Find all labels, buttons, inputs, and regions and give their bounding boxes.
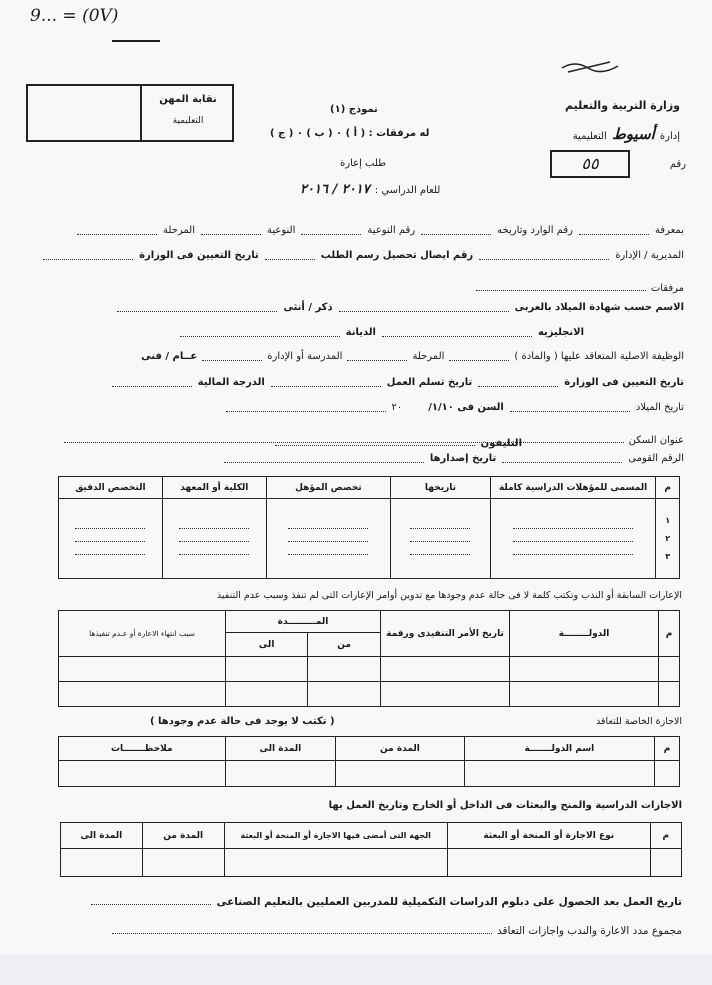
section-private-leave-note: ( تكتب لا يوجد فى حالة عدم وجودها ) — [150, 716, 335, 727]
t1-h3: تخصص المؤهل — [266, 477, 390, 499]
t2-h-order: تاريخ الأمر التنفيذى ورقمة — [381, 611, 510, 657]
private-leave-table — [58, 736, 680, 787]
t3-h3: المدة الى — [225, 737, 336, 761]
t1-cell — [59, 499, 163, 579]
directorate: إدارة أسيوط التعليمية — [572, 125, 680, 143]
t4-h2: الجهة التى أمضى فيها الاجازة أو المنحة أو البعثة — [224, 823, 447, 849]
t2-h-from: من — [308, 633, 381, 657]
school-year: للعام الدراسي : ٢٠١٧ / ٢٠١٦ — [300, 182, 441, 197]
t3-h1: اسم الدولـــــــة — [464, 737, 654, 761]
row-attachments: مرفقات — [476, 276, 684, 295]
t1-h4: الكلية أو المعهد — [162, 477, 266, 499]
t1-h5: التخصص الدقيق — [59, 477, 163, 499]
t2-h-reason: سبب انتهاء الاعارة أو عـدم تنفيذها — [59, 611, 226, 657]
t3-h4: ملاحظـــــــات — [59, 737, 226, 761]
t1-h0: م — [656, 477, 680, 499]
attachments: له مرفقات : ( أ ) ٠ ( ب ) ٠ ( ج ) — [270, 128, 430, 139]
t3-h2: المدة من — [336, 737, 465, 761]
row-address: عنوان السكن — [64, 428, 684, 447]
t1-h2: تاريخها — [391, 477, 491, 499]
section-private-leave: الاجازة الخاصة للتعاقد — [595, 716, 682, 727]
row-national-id: الرقم القومى تاريخ إصدارها — [44, 453, 684, 464]
t4-h1: نوع الاجازة أو المنحة أو البعثة — [447, 823, 650, 849]
ministry-name: وزارة التربية والتعليم — [565, 99, 680, 112]
t1-cell — [391, 499, 491, 579]
row-name-en: الانجليزيه الديانة — [44, 327, 684, 338]
t1-cell — [162, 499, 266, 579]
number-label: رقم — [669, 159, 686, 170]
handwritten-stroke — [112, 40, 160, 42]
row-appointment: تاريخ التعيين فى الوزارة تاريخ تسلم العمل الدرجة المالية — [24, 377, 684, 388]
t2-h-num: م — [659, 611, 680, 657]
t4-h0: م — [650, 823, 681, 849]
footer-line-1: تاريخ العمل بعد الحصول على دبلوم الدراسات التكميلية للمدربين العمليين بالتعليم الصناعى — [91, 890, 682, 909]
row-birth: تاريخ الميلاد السن فى ١/١٠/ ٢٠ — [24, 402, 684, 413]
section-previous-secondments: الإعارات السابقة أو الندب وتكتب كلمة لا فى حالة عدم وجودها مع تدوين أوامر الإعارات التى لم تنفذ وسبب عدم التنفيذ — [216, 590, 682, 601]
t1-cell — [490, 499, 656, 579]
row-receipt: بمعرفة رقم الوارد وتاريخه رقم النوعية النوعية المرحلة — [24, 225, 684, 236]
t2-h-to: الى — [226, 633, 308, 657]
row-phone: التليفون — [275, 431, 522, 450]
t1-h1: المسمى للمؤهلات الدراسية كاملة — [490, 477, 656, 499]
t1-row-numbers: ١ ٢ ٣ — [656, 499, 680, 579]
t2-h-country: الدولــــــــة — [510, 611, 659, 657]
footer-line-2: مجموع مدد الاعارة والندب واجازات التعاقد — [112, 919, 682, 938]
qualifications-table — [58, 476, 680, 579]
study-leaves-table — [60, 822, 682, 877]
request-title: طلب إعارة — [340, 158, 387, 169]
t2-h-duration: المـــــــــدة — [226, 611, 381, 633]
t3-h0: م — [655, 737, 680, 761]
row-name-ar: الاسم حسب شهادة الميلاد بالعربى ذكر / أنثى — [24, 302, 684, 313]
t4-h3: المدة من — [142, 823, 224, 849]
row-job: الوظيفة الاصلية المتعاقد عليها ( والمادة ) المرحلة المدرسة أو الإدارة عــام / فنى — [141, 351, 684, 362]
handwritten-note: 9... = (0V) — [30, 6, 119, 26]
syndicate-box — [26, 84, 234, 142]
section-study-leaves: الاجازات الدراسية والمنح والبعثات فى الداخل أو الخارج وتاريخ العمل بها — [328, 800, 682, 811]
syndicate-sub: التعليمية — [172, 116, 204, 126]
signature-icon — [560, 58, 620, 78]
row-directorate: المديرية / الإدارة رقم ايصال تحصيل رسم الطلب تاريخ التعيين فى الوزارة — [24, 250, 684, 261]
request-number: ٥٥ — [550, 150, 630, 178]
t1-cell — [266, 499, 390, 579]
secondments-table — [58, 610, 680, 707]
t4-h4: المدة الى — [61, 823, 143, 849]
form-number: نموذج (١) — [330, 104, 378, 115]
syndicate-name: نقابة المهن — [159, 94, 217, 105]
